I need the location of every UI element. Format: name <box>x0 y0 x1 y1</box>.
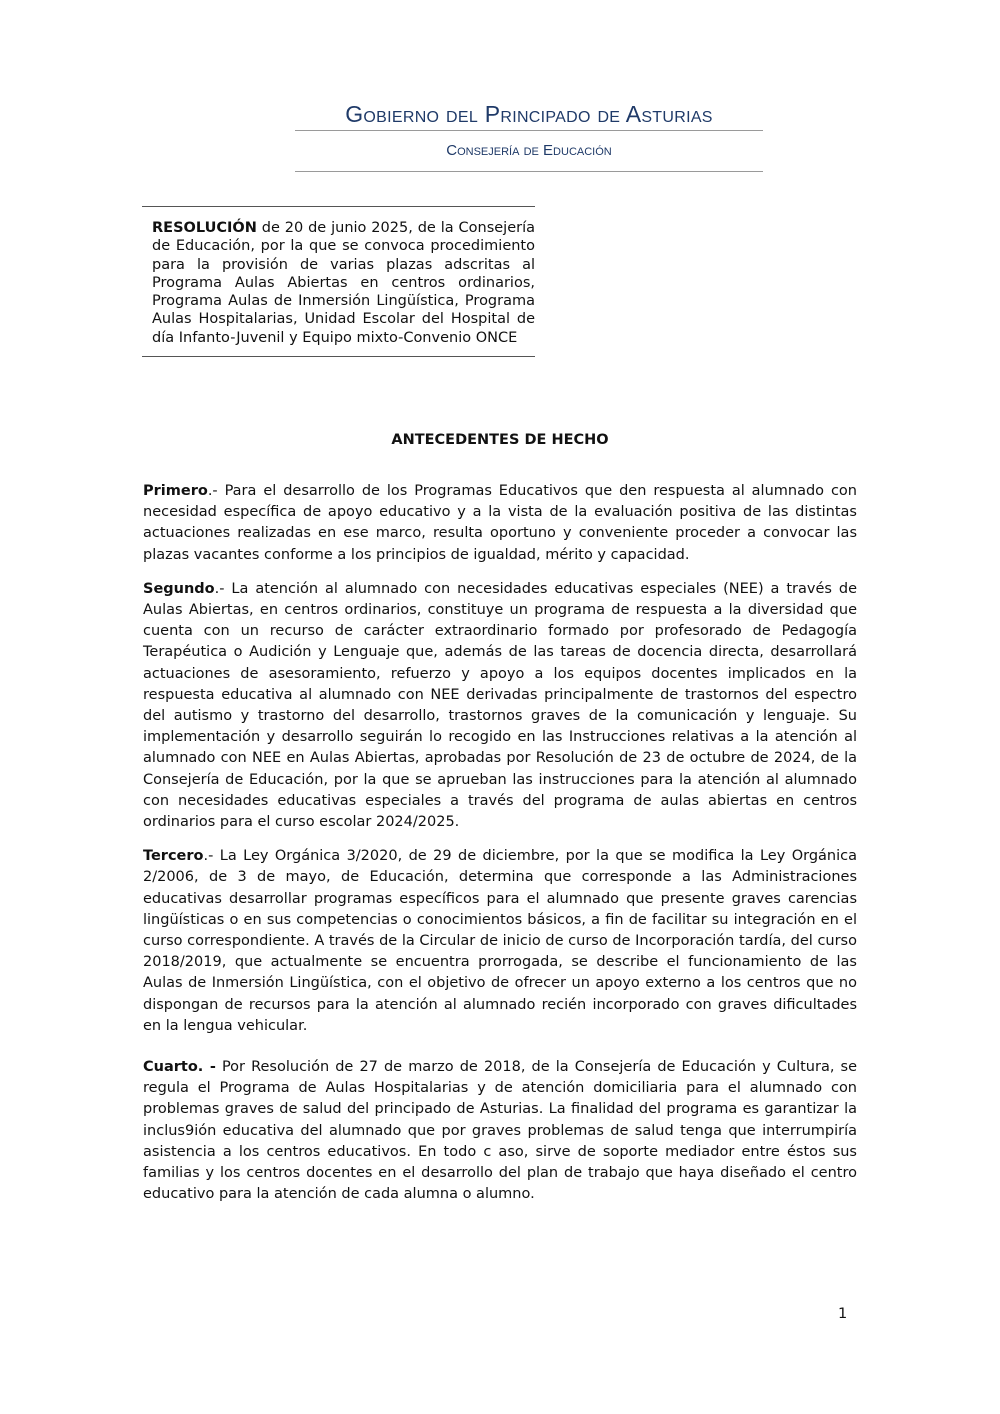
paragraph-lead: Tercero <box>143 848 204 865</box>
paragraph-lead: Segundo <box>143 580 215 597</box>
resolution-lead: RESOLUCIÓN <box>152 220 257 236</box>
resolution-box <box>142 206 535 357</box>
section-heading: ANTECEDENTES DE HECHO <box>391 432 609 448</box>
page-number: 1 <box>838 1306 848 1322</box>
paragraph-segundo <box>143 579 857 833</box>
paragraph-text: .- La atención al alumnado con necesidades educativas especiales (NEE) a través de Aulas Abiertas, en centros ordinarios, constituye un programa de respuesta a la diversidad que cuenta con un recurso de carácter extraordinario formado por profesorado de Pedagogía Terapéutica o Audición y Lenguaje que, además de las tareas de docencia directa, desarrollará actuaciones de asesoramiento, refuerzo y apoyo a los equipos docentes implicados en la respuesta educativa al alumnado con NEE derivadas principalmente de trastornos del espectro del autismo y trastorno del desarrollo, trastornos graves de la comunicación y lenguaje. Su implementación y desarrollo seguirán lo recogido en las Instrucciones relativas a la atención al alumnado con NEE en Aulas Abiertas, aprobadas por Resolución de 23 de octubre de 2024, de la Consejería de Educación, por la que se aprueban las instrucciones para la atención al alumnado con necesidades educativas especiales a través del programa de aulas abiertas en centros ordinarios para el curso escolar 2024/2025. <box>143 580 857 831</box>
document-body <box>143 481 857 1206</box>
resolution-body: de 20 de junio 2025, de la Consejería de Educación, por la que se convoca procedimiento para la provisión de varias plazas adscritas al Programa Aulas Abiertas en centros ordinarios, Programa Aulas de Inmersión Lingüística, Programa Aulas Hospitalarias, Unidad Escolar del Hospital de día Infanto-Juvenil y Equipo mixto-Convenio ONCE <box>152 220 535 346</box>
paragraph-tercero <box>143 846 857 1037</box>
paragraph-text: Por Resolución de 27 de marzo de 2018, de la Consejería de Educación y Cultura, se regula el Programa de Aulas Hospitalarias y de atención domiciliaria para el alumnado con problemas graves de salud del principado de Asturias. La finalidad del programa es garantizar la inclus9ión educativa del alumnado que por graves problemas de salud tenga que interrumpiría asistencia a los centros educativos. En todo c aso, sirve de soporte mediador entre éstos sus familias y los centros docentes en el desarrollo del plan de trabajo que haya diseñado el centro educativo para la atención de cada alumna o alumno. <box>143 1059 857 1203</box>
paragraph-lead: Primero <box>143 483 208 499</box>
letterhead <box>295 98 763 172</box>
department-name: Consejería de Educación <box>446 142 612 159</box>
paragraph-lead: Cuarto. - <box>143 1059 216 1076</box>
paragraph-text: .- La Ley Orgánica 3/2020, de 29 de diciembre, por la que se modifica la Ley Orgánica 2/2006, de 3 de mayo, de Educación, determina que corresponde a las Administraciones educativas desarrollar programas específicos para el alumnado que presente graves carencias lingüísticas o en sus competencias o conocimientos básicos, a fin de facilitar su integración en el curso correspondiente. A través de la Circular de inicio de curso de Incorporación tardía, del curso 2018/2019, que actualmente se encuentra prorrogada, se describe el funcionamiento de las Aulas de Inmersión Lingüística, con el objetivo de ofrecer un apoyo externo a los centros que no dispongan de recursos para la atención al alumnado recién incorporado con graves dificultades en la lengua vehicular. <box>143 848 857 1034</box>
paragraph-cuarto <box>143 1057 857 1205</box>
paragraph-text: .- Para el desarrollo de los Programas Educativos que den respuesta al alumnado con necesidad específica de apoyo educativo y a la vista de la evaluación positiva de las distintas actuaciones realizadas en ese marco, resulta oportuno y conveniente proceder a convocar las plazas vacantes conforme a los principios de igualdad, mérito y capacidad. <box>143 483 857 563</box>
paragraph-primero <box>143 481 857 566</box>
header-rule-bottom <box>295 171 763 172</box>
government-title: Gobierno del Principado de Asturias <box>345 101 713 127</box>
header-rule-top <box>295 130 763 131</box>
resolution-text <box>152 219 535 347</box>
